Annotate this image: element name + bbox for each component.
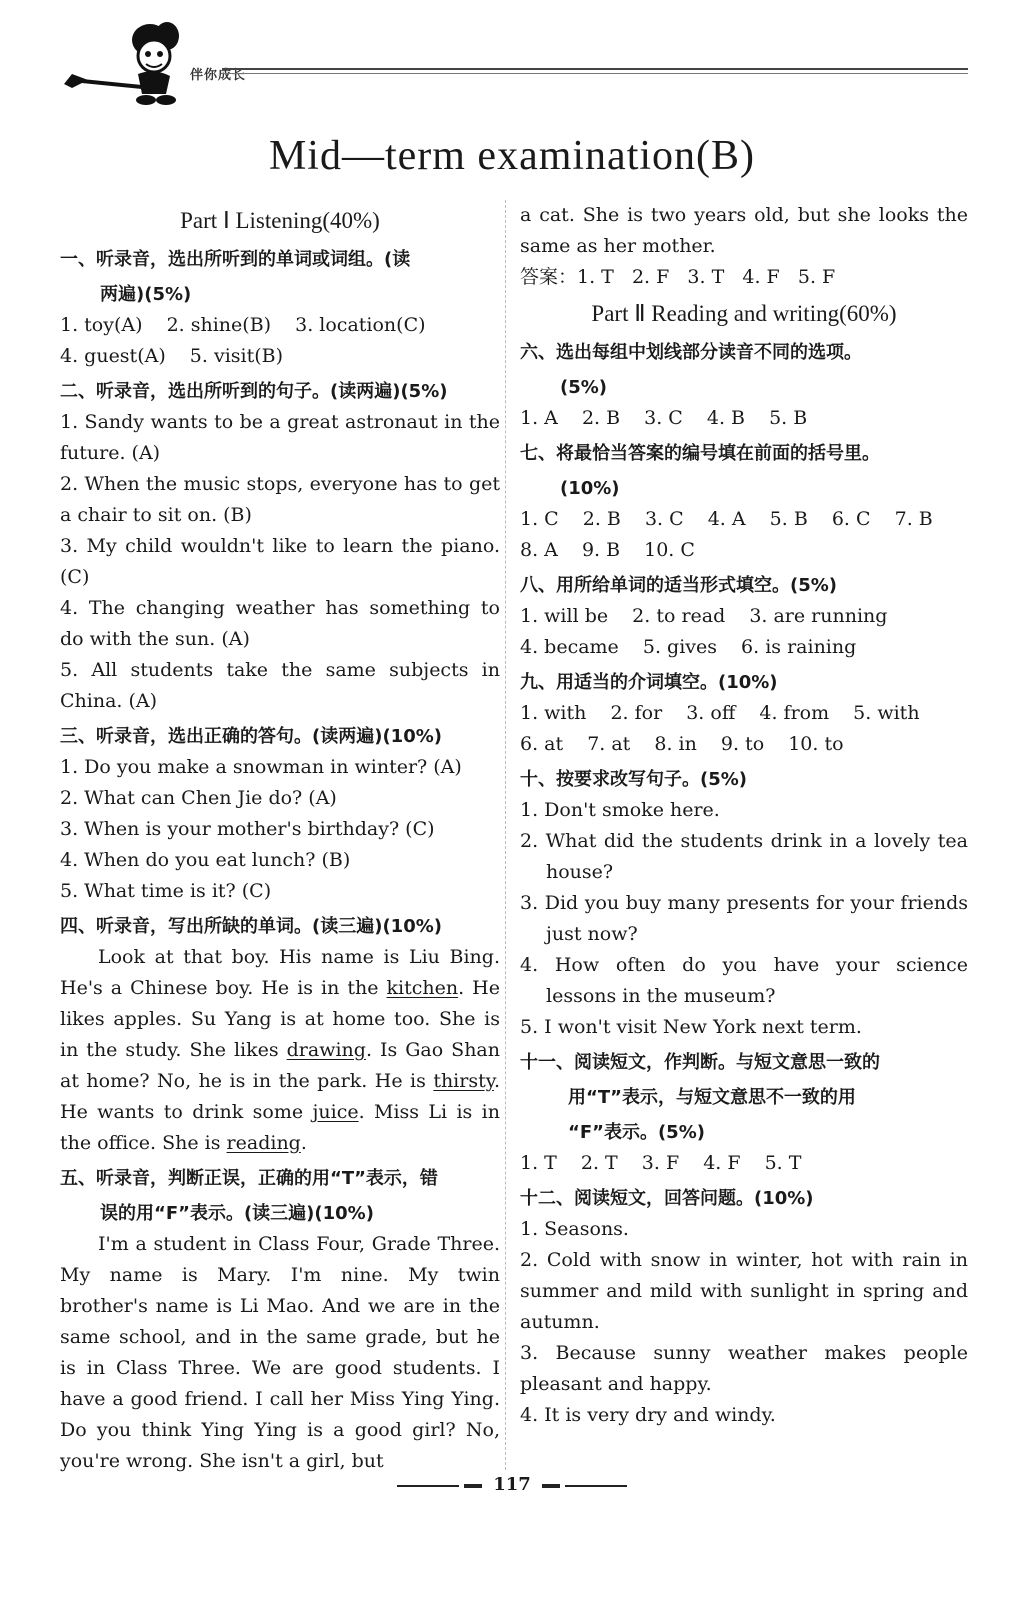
answer-item: 4. B (706, 407, 746, 429)
passage-text: . Is Gao Shan at home? No, he is in the park. He is (60, 1039, 500, 1092)
page-footer (0, 1474, 1024, 1495)
list-item: 3. My child wouldn't like to learn the piano. (C) (60, 535, 500, 588)
answer-item: 9. B (581, 539, 621, 561)
section-title: 七、将最恰当答案的编号填在前面的括号里。 (520, 443, 880, 464)
list-item: 3. Did you buy many presents for your friends just now? (520, 892, 968, 945)
answer-item: 1. A (520, 407, 558, 429)
answer-item: 4. became (520, 636, 619, 658)
answer-row (60, 341, 500, 372)
answer-item: 10. C (644, 539, 695, 561)
section-title-cont: (5%) (560, 377, 608, 398)
answer-item: 6. C (831, 508, 871, 530)
right-column (520, 200, 968, 1431)
section-title-cont: (10%) (560, 478, 620, 499)
section-title: 五、听录音，判断正误，正确的用“T”表示，错 (60, 1168, 438, 1189)
answer-item: 2. to read (632, 605, 726, 627)
list-item: 1. Sandy wants to be a great astronaut in the future. (A) (60, 411, 500, 464)
answer-item: 2. B (581, 407, 621, 429)
answer-item: 5. gives (642, 636, 717, 658)
answer-item: 3. off (686, 702, 736, 724)
footer-bar-left (464, 1484, 482, 1488)
section-title: 八、用所给单词的适当形式填空。(5%) (520, 575, 838, 596)
column-divider (505, 200, 506, 1470)
answer-item: 9. to (720, 733, 765, 755)
mascot-logo-icon (62, 18, 192, 108)
answer-item: 3. C (644, 407, 683, 429)
list-item: 2. When the music stops, everyone has to get a chair to sit on. (B) (60, 473, 500, 526)
answer-item: 4. guest(A) (60, 345, 166, 367)
section-title: 九、用适当的介词填空。(10%) (520, 672, 778, 693)
section-title: 三、听录音，选出正确的答句。(读两遍)(10%) (60, 726, 442, 747)
list-item: 5. All students take the same subjects in China. (A) (60, 659, 500, 712)
list-item: 4. How often do you have your science lessons in the museum? (520, 954, 968, 1007)
section-title-cont: 误的用“F”表示。(读三遍)(10%) (100, 1203, 374, 1224)
passage-text: . He wants to drink some (60, 1070, 500, 1123)
section-title-cont: “F”表示。(5%) (568, 1122, 705, 1143)
answer-item: 2. shine(B) (166, 314, 272, 336)
answer-item: 2. B (582, 508, 621, 530)
answer-row (520, 535, 968, 566)
filled-word: reading (226, 1132, 301, 1154)
answer-item: 1. toy(A) (60, 314, 143, 336)
list-item: 1. Do you make a snowman in winter? (A) (60, 756, 462, 778)
answer-item: 1. T (520, 1152, 557, 1174)
passage-text: . Miss Li is in the office. She is (60, 1101, 500, 1154)
answer-item: 2. for (610, 702, 663, 724)
answer-item: 8. A (520, 539, 558, 561)
part-heading: Part Ⅱ Reading and writing(60%) (591, 301, 897, 326)
answer-item: 1. with (520, 702, 587, 724)
list-item: 4. The changing weather has something to do with the sun. (A) (60, 597, 500, 650)
answer-row (520, 698, 968, 729)
answer-item: 4. from (759, 702, 830, 724)
answer-row (520, 601, 968, 632)
answer-item: 10. to (788, 733, 844, 755)
answer-item: 8. in (654, 733, 697, 755)
reading-passage: I'm a student in Class Four, Grade Three. My name is Mary. I'm nine. My twin brother's name is Li Mao. And we are in the same school, and in the same grade, but he is in Class Three. We are good students. I have a good friend. I call her Miss Ying Ying. Do you think Ying Ying is a good girl? No, you're wrong. She isn't a girl, but (60, 1233, 500, 1472)
left-column (60, 200, 500, 1477)
answer-item: 6. at (520, 733, 564, 755)
list-item: 1. Don't smoke here. (520, 799, 720, 821)
section-title-cont: 用“T”表示，与短文意思不一致的用 (568, 1087, 856, 1108)
section-title: 二、听录音，选出所听到的句子。(读两遍)(5%) (60, 381, 448, 402)
filled-word: juice (312, 1101, 359, 1123)
answer-item: 5. B (769, 407, 808, 429)
list-item: 4. When do you eat lunch? (B) (60, 849, 351, 871)
list-item: 2. What did the students drink in a lovely tea house? (520, 830, 968, 883)
answer-row (520, 632, 968, 663)
list-item: 3. Because sunny weather makes people pleasant and happy. (520, 1342, 968, 1395)
answer-item: 7. at (587, 733, 631, 755)
answer-row (60, 310, 500, 341)
list-item: 5. I won't visit New York next term. (520, 1016, 862, 1038)
page-number: 117 (493, 1474, 531, 1495)
filled-word: kitchen (386, 977, 459, 999)
section-title: 十二、阅读短文，回答问题。(10%) (520, 1188, 814, 1209)
answer-row (520, 504, 968, 535)
answer-item: 3. are running (749, 605, 888, 627)
section-title: 一、听录音，选出所听到的单词或词组。(读 (60, 249, 411, 270)
passage-text: Look at that boy. His name is Liu Bing. He's a Chinese boy. He is in the (60, 946, 500, 999)
answer-item: 5. visit(B) (189, 345, 284, 367)
section-title: 十、按要求改写句子。(5%) (520, 769, 748, 790)
answer-item: 3. location(C) (295, 314, 426, 336)
answer-item: 6. is raining (741, 636, 857, 658)
list-item: 5. What time is it? (C) (60, 880, 272, 902)
answer-item: 7. B (894, 508, 933, 530)
section-title: 六、选出每组中划线部分读音不同的选项。 (520, 342, 862, 363)
list-item: 4. It is very dry and windy. (520, 1404, 776, 1426)
answer-item: 5. T (764, 1152, 802, 1174)
list-item: 2. What can Chen Jie do? (A) (60, 787, 337, 809)
header-rule (222, 68, 968, 70)
passage-text: . He likes apples. Su Yang is at home too. She is in the study. She likes (60, 977, 500, 1061)
answer-row (520, 403, 968, 434)
page-header (62, 18, 962, 108)
answer-item: 1. C (520, 508, 559, 530)
cloze-passage (60, 942, 500, 1159)
footer-rule-left (397, 1485, 459, 1487)
filled-word: thirsty (433, 1070, 494, 1092)
section-title: 四、听录音，写出所缺的单词。(读三遍)(10%) (60, 916, 442, 937)
part-heading: Part Ⅰ Listening(40%) (180, 208, 380, 233)
answer-item: 4. A (707, 508, 746, 530)
answer-item: 4. F (703, 1152, 741, 1174)
section-title-cont: 两遍)(5%) (100, 284, 192, 305)
list-item: 1. Seasons. (520, 1218, 629, 1240)
answer-row (520, 1148, 968, 1179)
answer-line: 答案：1. T 2. F 3. T 4. F 5. F (520, 266, 836, 288)
filled-word: drawing (286, 1039, 366, 1061)
brand-label: 伴你成长 (190, 68, 247, 83)
passage-continuation: a cat. She is two years old, but she looks the same as her mother. (520, 204, 968, 257)
answer-row (520, 729, 968, 760)
list-item: 3. When is your mother's birthday? (C) (60, 818, 435, 840)
header-rule-thin (222, 73, 968, 74)
footer-rule-right (565, 1485, 627, 1487)
section-title: 十一、阅读短文，作判断。与短文意思一致的 (520, 1052, 880, 1073)
answer-item: 2. T (580, 1152, 618, 1174)
answer-item: 5. B (769, 508, 808, 530)
page-title: Mid—term examination(B) (268, 133, 756, 179)
answer-item: 3. C (644, 508, 684, 530)
passage-text: . (300, 1132, 307, 1154)
answer-item: 5. with (853, 702, 920, 724)
answer-item: 3. F (641, 1152, 680, 1174)
list-item: 2. Cold with snow in winter, hot with rain in summer and mild with sunlight in spring and autumn. (520, 1249, 968, 1333)
answer-item: 1. will be (520, 605, 609, 627)
footer-bar-right (542, 1484, 560, 1488)
